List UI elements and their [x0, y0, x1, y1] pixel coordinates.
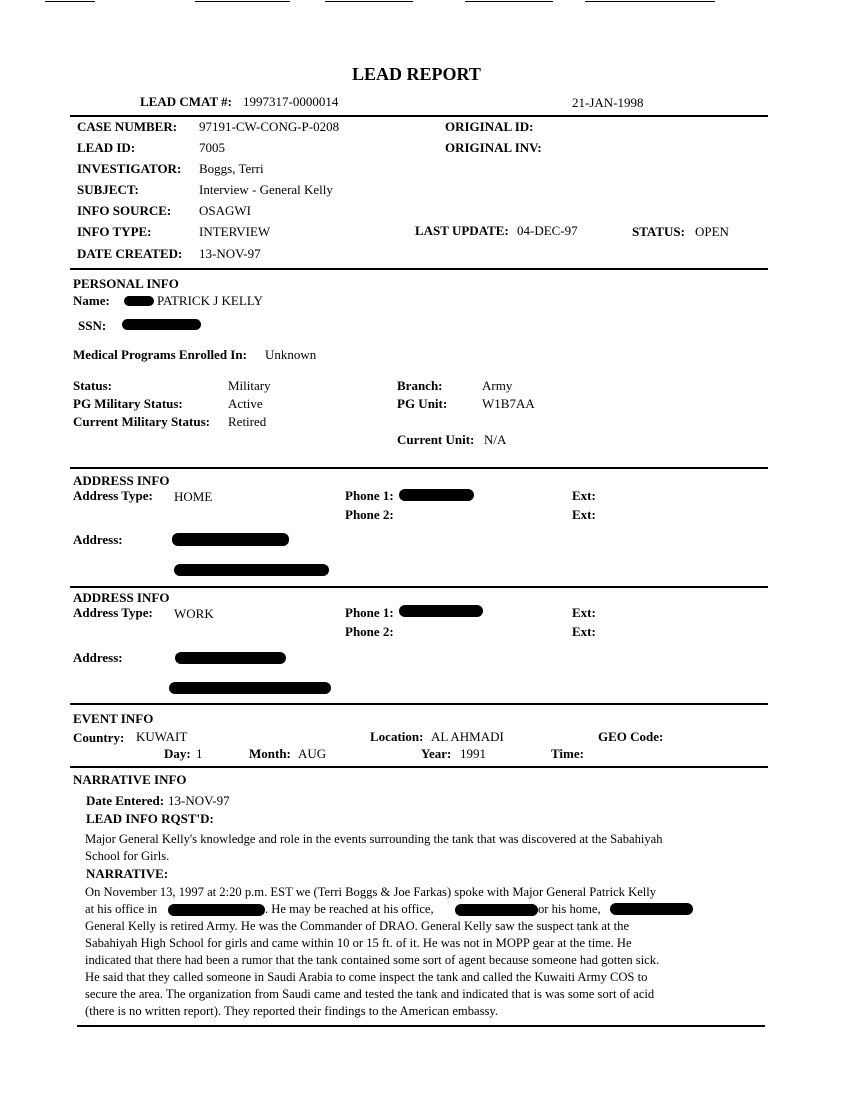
lead-id-value: 7005 — [199, 140, 225, 155]
top-rule — [585, 1, 715, 2]
last-update-label: LAST UPDATE: — [415, 223, 509, 238]
info-type-value: INTERVIEW — [199, 224, 271, 239]
phone2-label: Phone 2: — [345, 507, 394, 522]
narrative-line: or his home, — [538, 902, 601, 916]
lead-info-rqstd-label: LEAD INFO RQST'D: — [86, 811, 214, 826]
ext2-label: Ext: — [572, 507, 596, 522]
lead-id-label: LEAD ID: — [77, 140, 136, 155]
section-title: NARRATIVE INFO — [73, 772, 187, 787]
narrative-line: (there is no written report). They reported their findings to the American embassy. — [85, 1004, 499, 1018]
pg-military-status-value: Active — [228, 396, 263, 411]
report-date: 21-JAN-1998 — [572, 95, 644, 110]
current-military-status-label: Current Military Status: — [73, 414, 210, 429]
investigator-label: INVESTIGATOR: — [77, 161, 182, 176]
subject-value: Interview - General Kelly — [199, 182, 333, 197]
country-label: Country: — [73, 730, 125, 745]
ssn-label: SSN: — [78, 318, 107, 333]
address-type-value: HOME — [174, 489, 213, 504]
status-label: STATUS: — [632, 224, 685, 239]
redaction — [399, 605, 483, 617]
section-title: ADDRESS INFO — [73, 590, 170, 605]
section-title: ADDRESS INFO — [73, 473, 170, 488]
last-update-value: 04-DEC-97 — [517, 223, 578, 238]
day-value: 1 — [196, 746, 203, 761]
phone1-label: Phone 1: — [345, 488, 394, 503]
redaction — [175, 652, 286, 664]
info-type-label: INFO TYPE: — [77, 224, 152, 239]
divider — [70, 467, 768, 469]
cmat-label: LEAD CMAT #: — [140, 94, 232, 109]
page-title: LEAD REPORT — [352, 64, 481, 84]
medical-value: Unknown — [265, 347, 317, 362]
location-value: AL AHMADI — [431, 729, 504, 744]
narrative-line: General Kelly is retired Army. He was the Commander of DRAO. General Kelly saw the suspect tank at the — [85, 919, 630, 933]
top-rule — [45, 1, 95, 2]
phone1-label: Phone 1: — [345, 605, 394, 620]
rqst-line: Major General Kelly's knowledge and role in the events surrounding the tank that was discovered at the Sabahiyah — [85, 832, 663, 846]
year-value: 1991 — [460, 746, 486, 761]
address-type-label: Address Type: — [73, 605, 153, 620]
country-value: KUWAIT — [136, 729, 188, 744]
pg-military-status-label: PG Military Status: — [73, 396, 183, 411]
narrative-line: secure the area. The organization from Saudi came and tested the tank and indicated that is was some sort of acid — [85, 987, 655, 1001]
cmat-value: 1997317-0000014 — [243, 94, 339, 109]
narrative-line: . He may be reached at his office, — [265, 902, 434, 916]
current-unit-value: N/A — [484, 432, 507, 447]
redaction — [168, 904, 265, 916]
top-rule — [325, 1, 413, 2]
narrative-label: NARRATIVE: — [86, 866, 169, 881]
name-label: Name: — [73, 293, 110, 308]
date-created-value: 13-NOV-97 — [199, 246, 261, 261]
divider — [77, 1025, 765, 1027]
redaction — [122, 319, 201, 330]
narrative-line: He said that they called someone in Saudi Arabia to come inspect the tank and called the Kuwaiti Army COS to — [85, 970, 648, 984]
divider — [70, 586, 768, 588]
investigator-value: Boggs, Terri — [199, 161, 264, 176]
year-label: Year: — [421, 746, 452, 761]
address-label: Address: — [73, 650, 123, 665]
medical-label: Medical Programs Enrolled In: — [73, 347, 247, 362]
redaction — [610, 903, 693, 915]
redaction — [172, 533, 289, 546]
original-inv-label: ORIGINAL INV: — [445, 140, 542, 155]
current-military-status-value: Retired — [228, 414, 267, 429]
day-label: Day: — [164, 746, 191, 761]
top-rule — [465, 1, 553, 2]
address-type-label: Address Type: — [73, 488, 153, 503]
current-unit-label: Current Unit: — [397, 432, 475, 447]
pg-unit-value: W1B7AA — [482, 396, 535, 411]
top-rule — [195, 1, 290, 2]
divider — [70, 268, 768, 270]
section-title: PERSONAL INFO — [73, 276, 179, 291]
name-value: PATRICK J KELLY — [157, 293, 263, 308]
branch-label: Branch: — [397, 378, 443, 393]
info-source-label: INFO SOURCE: — [77, 203, 172, 218]
date-entered-value: 13-NOV-97 — [168, 793, 230, 808]
date-entered-label: Date Entered: — [86, 793, 165, 808]
redaction — [174, 564, 329, 576]
date-created-label: DATE CREATED: — [77, 246, 183, 261]
case-number-label: CASE NUMBER: — [77, 119, 178, 134]
narrative-line: indicated that there had been a rumor that the tank contained some sort of agent because someone had gotten sick. — [85, 953, 660, 967]
narrative-line: Sabahiyah High School for girls and came within 10 or 15 ft. of it. He was not in MOPP gear at the time. He — [85, 936, 632, 950]
status-label: Status: — [73, 378, 113, 393]
redaction — [399, 489, 474, 501]
narrative-line: at his office in — [85, 902, 158, 916]
time-label: Time: — [551, 746, 584, 761]
geo-code-label: GEO Code: — [598, 729, 664, 744]
address-type-value: WORK — [174, 606, 214, 621]
ext2-label: Ext: — [572, 624, 596, 639]
narrative-line: On November 13, 1997 at 2:20 p.m. EST we (Terri Boggs & Joe Farkas) spoke with Major General Patrick Kelly — [85, 885, 657, 899]
divider — [70, 766, 768, 768]
original-id-label: ORIGINAL ID: — [445, 119, 534, 134]
redaction — [455, 904, 538, 916]
divider — [70, 115, 768, 117]
case-number-value: 97191-CW-CONG-P-0208 — [199, 119, 340, 134]
branch-value: Army — [482, 378, 513, 393]
rqst-line: School for Girls. — [85, 849, 170, 863]
divider — [70, 703, 768, 705]
location-label: Location: — [370, 729, 424, 744]
status-value: Military — [228, 378, 271, 393]
info-source-value: OSAGWI — [199, 203, 251, 218]
redaction — [124, 296, 154, 306]
phone2-label: Phone 2: — [345, 624, 394, 639]
status-value: OPEN — [695, 224, 729, 239]
month-label: Month: — [249, 746, 291, 761]
pg-unit-label: PG Unit: — [397, 396, 448, 411]
address-label: Address: — [73, 532, 123, 547]
ext1-label: Ext: — [572, 605, 596, 620]
month-value: AUG — [298, 746, 327, 761]
ext1-label: Ext: — [572, 488, 596, 503]
subject-label: SUBJECT: — [77, 182, 139, 197]
redaction — [169, 682, 331, 694]
section-title: EVENT INFO — [73, 711, 154, 726]
